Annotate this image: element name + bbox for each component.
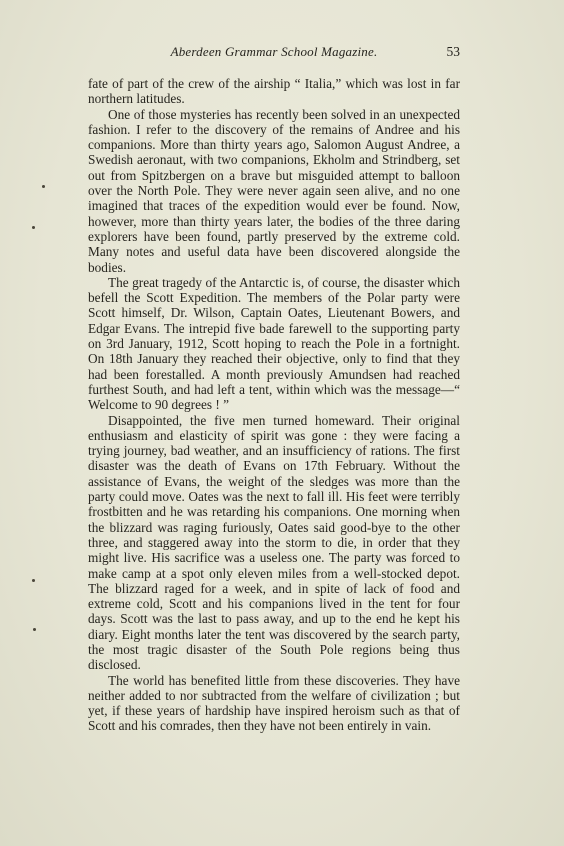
article-body bbox=[88, 76, 460, 734]
binding-hole-mark bbox=[33, 628, 36, 631]
binding-hole-mark bbox=[42, 185, 45, 188]
binding-hole-mark bbox=[32, 579, 35, 582]
paragraph-homeward: Disappointed, the five men turned homeward. Their original enthusiasm and elasticity of spirit was gone : they were facing a trying journey, bad weather, and an insufficiency of rations. The first disaster was the death of Evans on 17th February. Without the assistance of Evans, the weight of the sledges was more than the party could move. Oates was the next to fall ill. His feet were terribly frostbitten and he was retarding his companions. One morning when the blizzard was raging furiously, Oates said good-bye to the other three, and staggered away into the storm to die, in order that they might live. His sacrifice was a useless one. The party was forced to make camp at a spot only eleven miles from a well-stocked depot. The blizzard raged for a week, and in spite of lack of food and extreme cold, Scott and his companions lived in the tent for four days. Scott was the last to pass away, and up to the end he kept his diary. Eight months later the tent was discovered by the search party, the most tragic disaster of the South Pole regions being thus disclosed. bbox=[88, 412, 460, 673]
binding-hole-mark bbox=[32, 226, 35, 229]
paragraph-conclusion: The world has benefited little from these discoveries. They have neither added to nor subtracted from the welfare of civilization ; but yet, if these years of hardship have inspired heroism such as that of Scott and his comrades, then they have not been entirely in vain. bbox=[88, 672, 460, 734]
paragraph-andree: One of those mysteries has recently been solved in an unexpected fashion. I refer to the discovery of the remains of Andree and his companions. More than thirty years ago, Salomon August Andree, a Swedish aeronaut, with two companions, Ekholm and Strindberg, set out from Spitzbergen on a brave but misguided attempt to balloon over the North Pole. They were never again seen alive, and no one imagined that traces of the expedition would ever be found. Now, however, more than thirty years later, the bodies of the three daring explorers have been found, partly preserved by the extreme cold. Many notes and useful data have been discovered alongside the bodies. bbox=[88, 106, 460, 275]
paragraph-scott-expedition: The great tragedy of the Antarctic is, of course, the disaster which befell the Scott Expedition. The members of the Polar party were Scott himself, Dr. Wilson, Captain Oates, Lieutenant Bowers, and Edgar Evans. The intrepid five bade farewell to the supporting party on 3rd January, 1912, Scott hoping to reach the Pole in a fortnight. On 18th January they reached their objective, only to find that they had been forestalled. A month previously Amundsen had reached furthest South, and had left a tent, within which was the message—“ Welcome to 90 degrees ! ” bbox=[88, 274, 460, 413]
paragraph-italia: fate of part of the crew of the airship “ Italia,” which was lost in far northern latitudes. bbox=[88, 76, 460, 107]
page-number: 53 bbox=[446, 44, 460, 59]
running-title: Aberdeen Grammar School Magazine. bbox=[170, 44, 378, 59]
page-header bbox=[88, 44, 460, 64]
